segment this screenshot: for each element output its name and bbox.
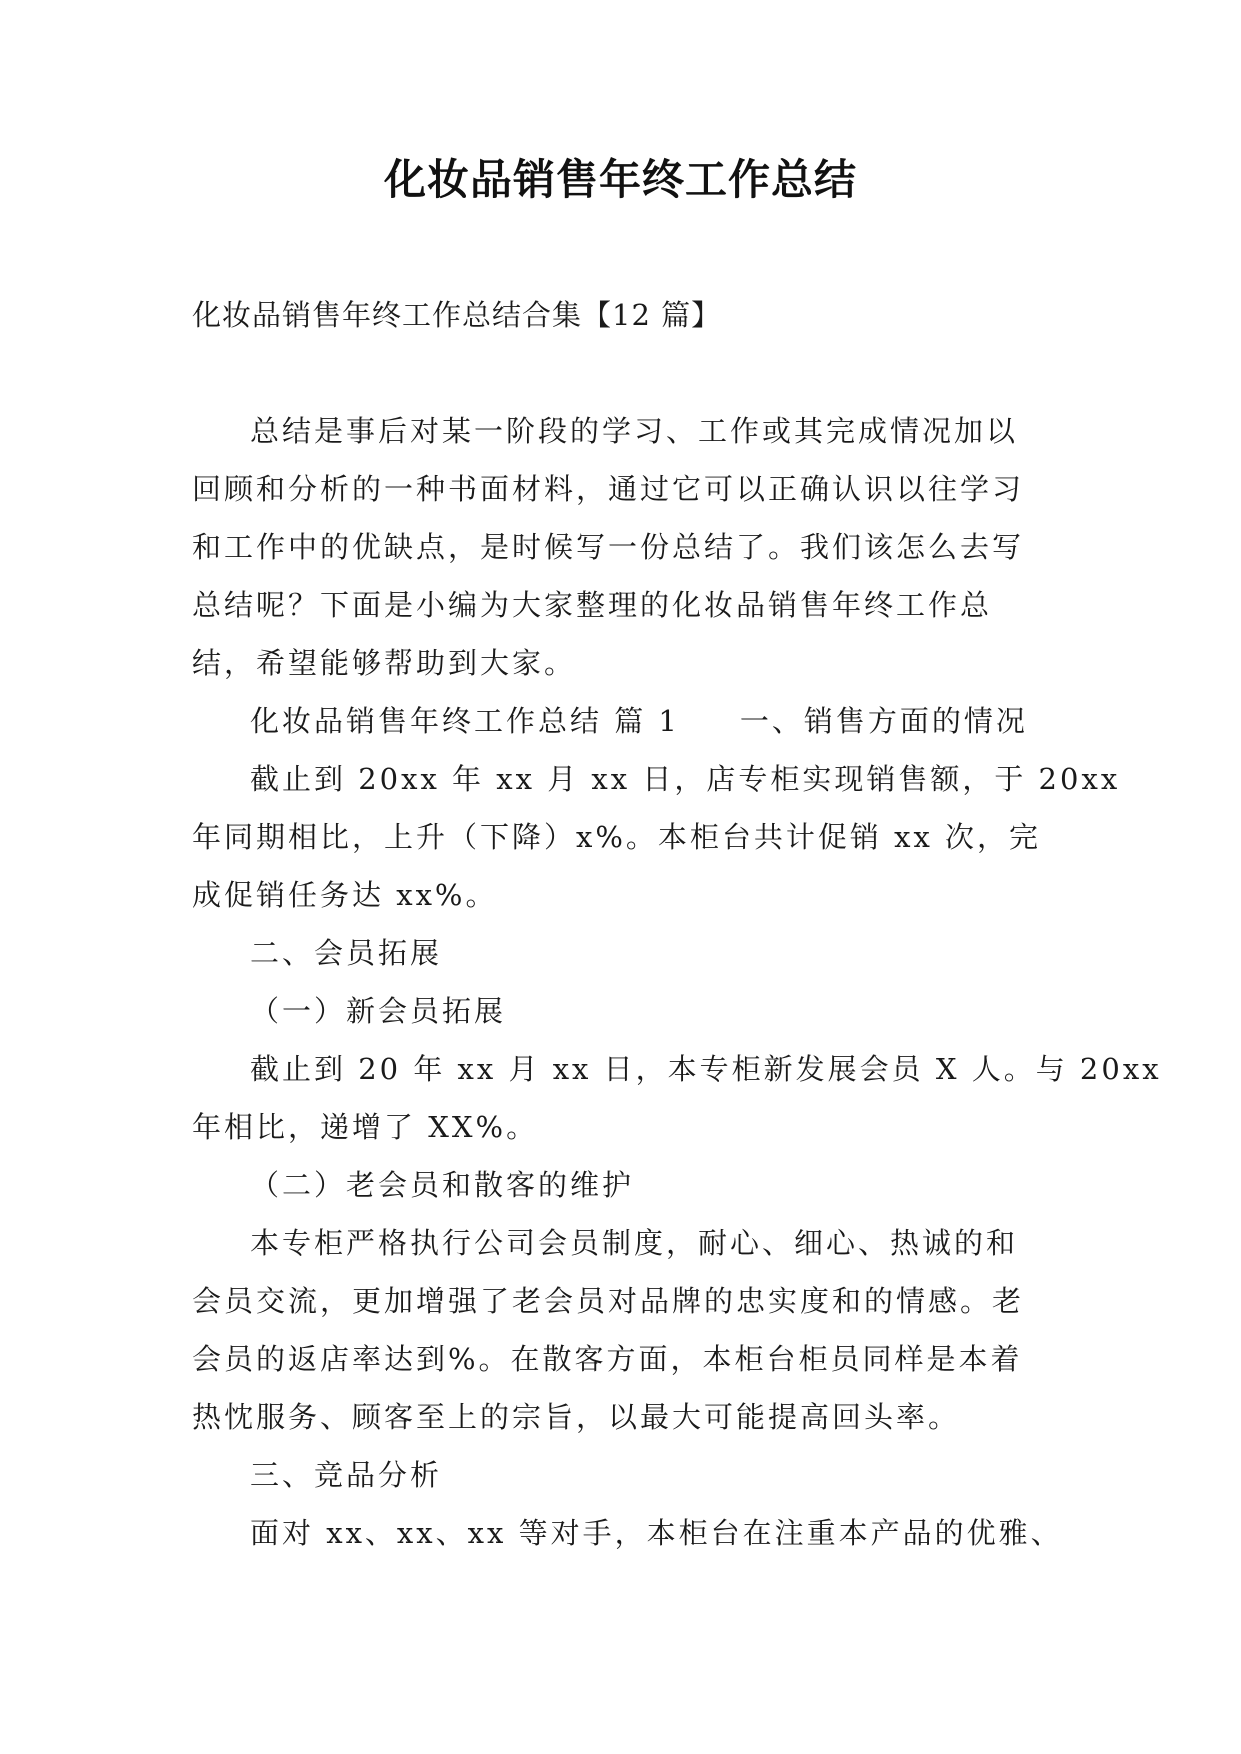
old-member-heading: （二）老会员和散客的维护 <box>250 1168 635 1202</box>
new-member-line: 截止到 20 年 xx 月 xx 日，本专柜新发展会员 X 人。与 20xx <box>250 1052 1162 1086</box>
new-member-line: 年相比，递增了 XX%。 <box>192 1110 539 1144</box>
competitor-heading: 三、竞品分析 <box>250 1458 443 1492</box>
intro-line: 回顾和分析的一种书面材料，通过它可以正确认识以往学习 <box>192 472 1025 506</box>
intro-line: 结，希望能够帮助到大家。 <box>192 646 577 680</box>
new-member-heading: （一）新会员拓展 <box>250 994 507 1028</box>
sales-line: 成促销任务达 xx%。 <box>192 878 498 912</box>
document-subtitle: 化妆品销售年终工作总结合集【12 篇】 <box>192 298 722 332</box>
old-member-line: 本专柜严格执行公司会员制度，耐心、细心、热诚的和 <box>250 1226 1019 1260</box>
old-member-line: 热忱服务、顾客至上的宗旨，以最大可能提高回头率。 <box>192 1400 961 1434</box>
document-title: 化妆品销售年终工作总结 <box>383 155 857 204</box>
sales-line: 年同期相比，上升（下降）x%。本柜台共计促销 xx 次，完 <box>192 820 1042 854</box>
old-member-line: 会员的返店率达到%。在散客方面，本柜台柜员同样是本着 <box>192 1342 1023 1376</box>
old-member-line: 会员交流，更加增强了老会员对品牌的忠实度和的情感。老 <box>192 1284 1025 1318</box>
section-heading: 化妆品销售年终工作总结 篇 1 <box>250 704 680 738</box>
sales-heading: 一、销售方面的情况 <box>739 704 1028 738</box>
intro-line: 总结呢？下面是小编为大家整理的化妆品销售年终工作总 <box>192 588 993 622</box>
competitor-line: 面对 xx、xx、xx 等对手，本柜台在注重本产品的优雅、 <box>250 1516 1063 1550</box>
section-heading-row <box>192 692 1052 750</box>
intro-line: 和工作中的优缺点，是时候写一份总结了。我们该怎么去写 <box>192 530 1025 564</box>
sales-line: 截止到 20xx 年 xx 月 xx 日，店专柜实现销售额，于 20xx <box>250 762 1121 796</box>
intro-line: 总结是事后对某一阶段的学习、工作或其完成情况加以 <box>250 414 1019 448</box>
document-body <box>192 402 1162 1562</box>
member-heading: 二、会员拓展 <box>250 936 443 970</box>
